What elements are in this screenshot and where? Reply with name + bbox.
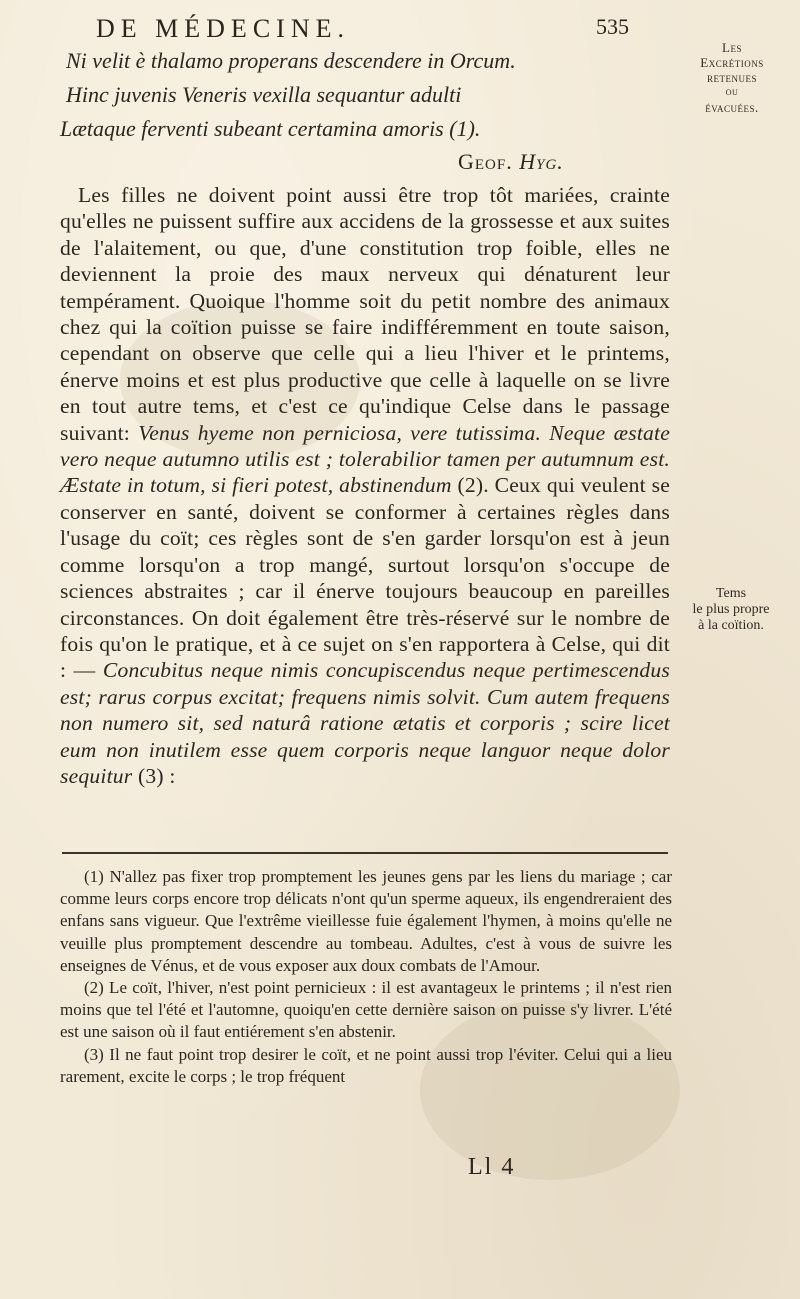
footnote: (3) Il ne faut point trop desirer le coït, et ne point aussi trop l'éviter. Celui qui a lieu rarement, excite le corps ; le trop fréquent <box>60 1044 672 1086</box>
margin-note-line: évacuées. <box>705 100 759 115</box>
main-text <box>60 44 670 789</box>
footnote: (1) N'allez pas fixer trop promptement les jeunes gens par les liens du mariage ; car comme leurs corps encore trop délicats n'ont qu'un sperme aqueux, ils engendreraient des enfans sans vigueur. Que l'extrême vieillesse fuie également l'hymen, à moins qu'elle ne veuille plus promptement descendre au tombeau. Adultes, c'est à vous de suivre les enseignes de Vénus, et de vous exposer aux doux combats de l'Amour. <box>60 867 672 975</box>
margin-note-line: Les <box>722 40 742 55</box>
footnote: (2) Le coït, l'hiver, n'est point pernicieux : il est avantageux le printems ; il n'est rien moins que tel l'été et l'automne, quoiqu'en cette dernière saison on puisse s'y livrer. L'été est une saison où il faut entiérement s'en abstenir. <box>60 978 672 1042</box>
margin-note-tems <box>672 586 790 634</box>
body-text-roman: Les filles ne doivent point aussi être trop tôt mariées, crainte qu'elles ne puissent suffire aux accidens de la grossesse et aux suites de l'alaitement, ou que, d'une constitution trop foible, elles ne deviennent la proie des maux nerveux qui dénaturent leur tempérament. Quoique l'homme soit du petit nombre des animaux chez qui la coïtion puisse se faire indifféremment en toute saison, cependant on observe que celle qui a lieu l'hiver et le printems, énerve moins et est plus productive que celle à laquelle on se livre en tout autre tems, et c'est ce qu'indique Celse dans le passage suivant: <box>60 183 670 445</box>
body-text-roman: (3) : <box>138 763 176 788</box>
verse-line: Hinc juvenis Veneris vexilla sequantur adulti <box>66 82 462 107</box>
margin-note-line: retenues <box>707 70 757 85</box>
footnote-divider <box>62 852 668 854</box>
margin-note-line: à la coïtion. <box>698 618 764 633</box>
verse-attribution <box>60 146 670 178</box>
running-title: DE MÉDECINE. <box>96 14 350 43</box>
margin-note-excretions <box>678 40 786 115</box>
margin-note-line: Excrétions <box>700 55 764 70</box>
latin-quotation: Venus hyeme non perniciosa, vere tutissima. Neque æstate vero neque autumno utilis est ; tolerabilior tamen per autumnum est. Æstate in totum, si fieri potest, abstinendum <box>60 420 671 498</box>
body-paragraph <box>60 182 670 789</box>
attribution-work: Hyg. <box>519 149 564 174</box>
signature-mark: Ll 4 <box>468 1154 516 1180</box>
margin-note-line: ou <box>725 86 739 98</box>
page-number: 535 <box>596 14 629 39</box>
latin-quotation: Concubitus neque nimis concupiscendus neque pertimescendus est; rarus corpus excitat; frequens nimis solvit. Cum autem frequens non numero sit, sed naturâ ratione ætatis et corporis ; scire licet eum non inutilem esse quem corporis neque languor neque dolor sequitur <box>60 658 670 788</box>
verse-line: Lætaque ferventi subeant certamina amoris (1). <box>60 116 481 141</box>
footnotes <box>60 866 672 1088</box>
margin-note-line: le plus propre <box>692 602 770 617</box>
margin-note-line: Tems <box>715 586 747 601</box>
body-text-roman: (2). Ceux qui veulent se conserver en santé, doivent se conformer à certaines règles dans l'usage du coït; ces règles sont de s'en garder lorsqu'on est à jeun comme lorsqu'on a trop mangé, surtout lorsqu'on s'occupe de sciences abstraites ; car il énerve toujours beaucoup en pareilles circonstances. On doit également être très-réservé sur le nombre de fois qu'on le pratique, et à ce sujet on s'en rapportera à Celse, qui dit : — <box>60 473 670 683</box>
verse-line: Ni velit è thalamo properans descendere in Orcum. <box>66 48 516 73</box>
attribution-author: Geof. <box>458 149 513 174</box>
